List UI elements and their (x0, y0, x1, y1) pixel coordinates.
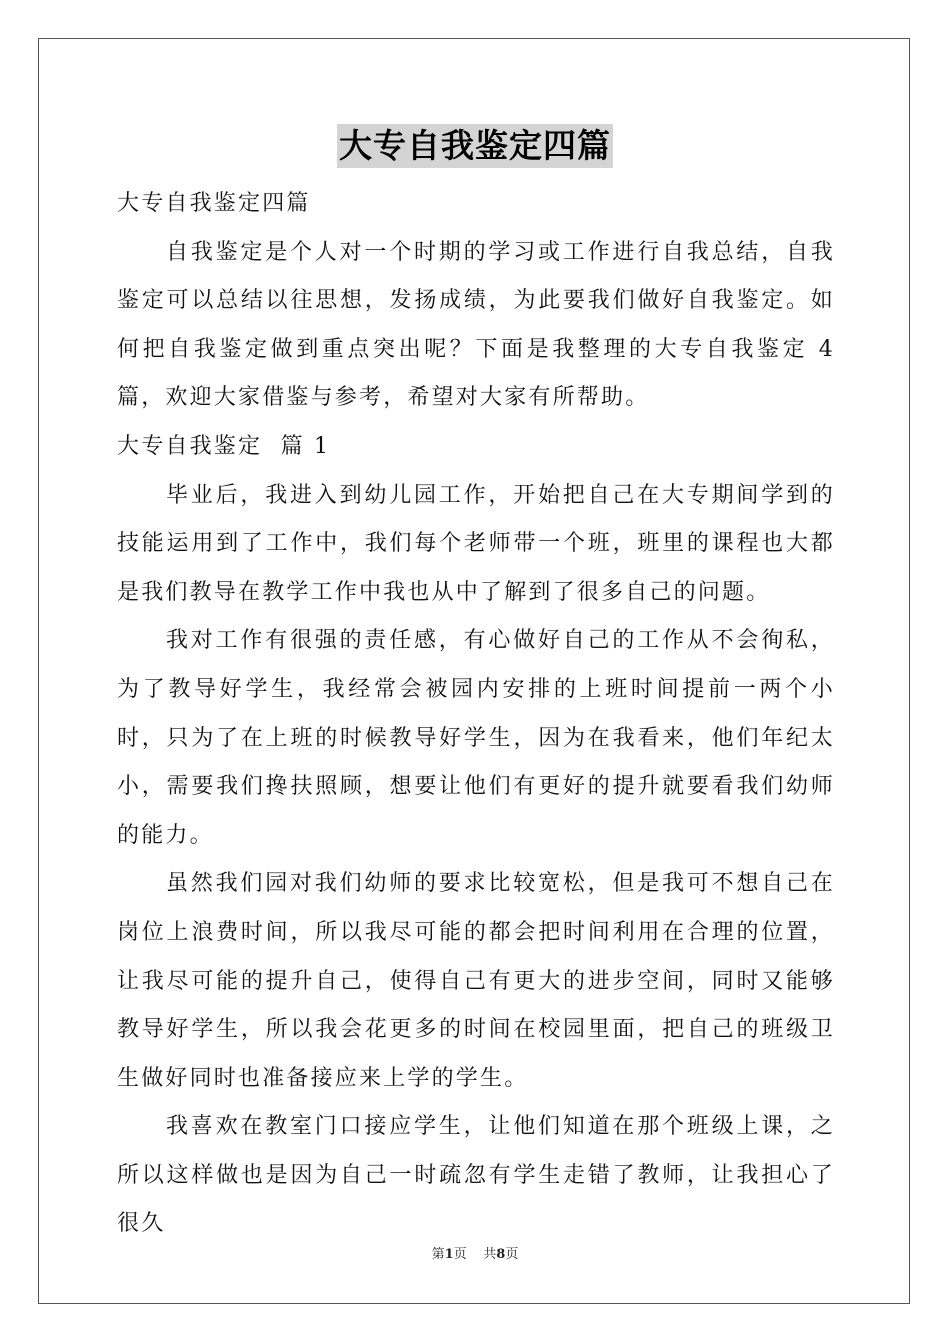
body-paragraph-1: 毕业后，我进入到幼儿园工作，开始把自己在大专期间学到的技能运用到了工作中，我们每个老师带一个班，班里的课程也大都是我们教导在教学工作中我也从中了解到了很多自己的问题。 (117, 482, 835, 605)
page-prefix: 第 (431, 1247, 445, 1262)
total-suffix: 页 (505, 1247, 519, 1262)
section-heading: 大专自我鉴定 篇 1 (117, 433, 331, 459)
page-current: 1 (444, 1247, 454, 1262)
total-prefix: 共 (483, 1247, 497, 1262)
document-body (117, 180, 835, 1249)
title-container (0, 124, 950, 168)
document-title: 大专自我鉴定四篇 (337, 124, 613, 168)
total-pages: 8 (496, 1247, 506, 1262)
page-footer (0, 1246, 950, 1264)
body-paragraph-4: 我喜欢在教室门口接应学生，让他们知道在那个班级上课，之所以这样做也是因为自己一时疏忽有学生走错了教师，让我担心了很久 (117, 1114, 835, 1237)
body-paragraph-3: 虽然我们园对我们幼师的要求比较宽松，但是我可不想自己在岗位上浪费时间，所以我尽可能的都会把时间利用在合理的位置，让我尽可能的提升自己，使得自己有更大的进步空间，同时又能够教导好学生，所以我会花更多的时间在校园里面，把自己的班级卫生做好同时也准备接应来上学的学生。 (117, 871, 835, 1091)
document-subtitle: 大专自我鉴定四篇 (117, 191, 311, 216)
body-paragraph-2: 我对工作有很强的责任感，有心做好自己的工作从不会徇私，为了教导好学生，我经常会被园内安排的上班时间提前一两个小时，只为了在上班的时候教导好学生，因为在我看来，他们年纪太小，需要我们搀扶照顾，想要让他们有更好的提升就要看我们幼师的能力。 (117, 628, 835, 848)
page-suffix: 页 (453, 1247, 467, 1262)
intro-paragraph: 自我鉴定是个人对一个时期的学习或工作进行自我总结，自我鉴定可以总结以往思想，发扬成绩，为此要我们做好自我鉴定。如何把自我鉴定做到重点突出呢？下面是我整理的大专自我鉴定 4 篇，欢迎大家借鉴与参考，希望对大家有所帮助。 (117, 239, 835, 411)
